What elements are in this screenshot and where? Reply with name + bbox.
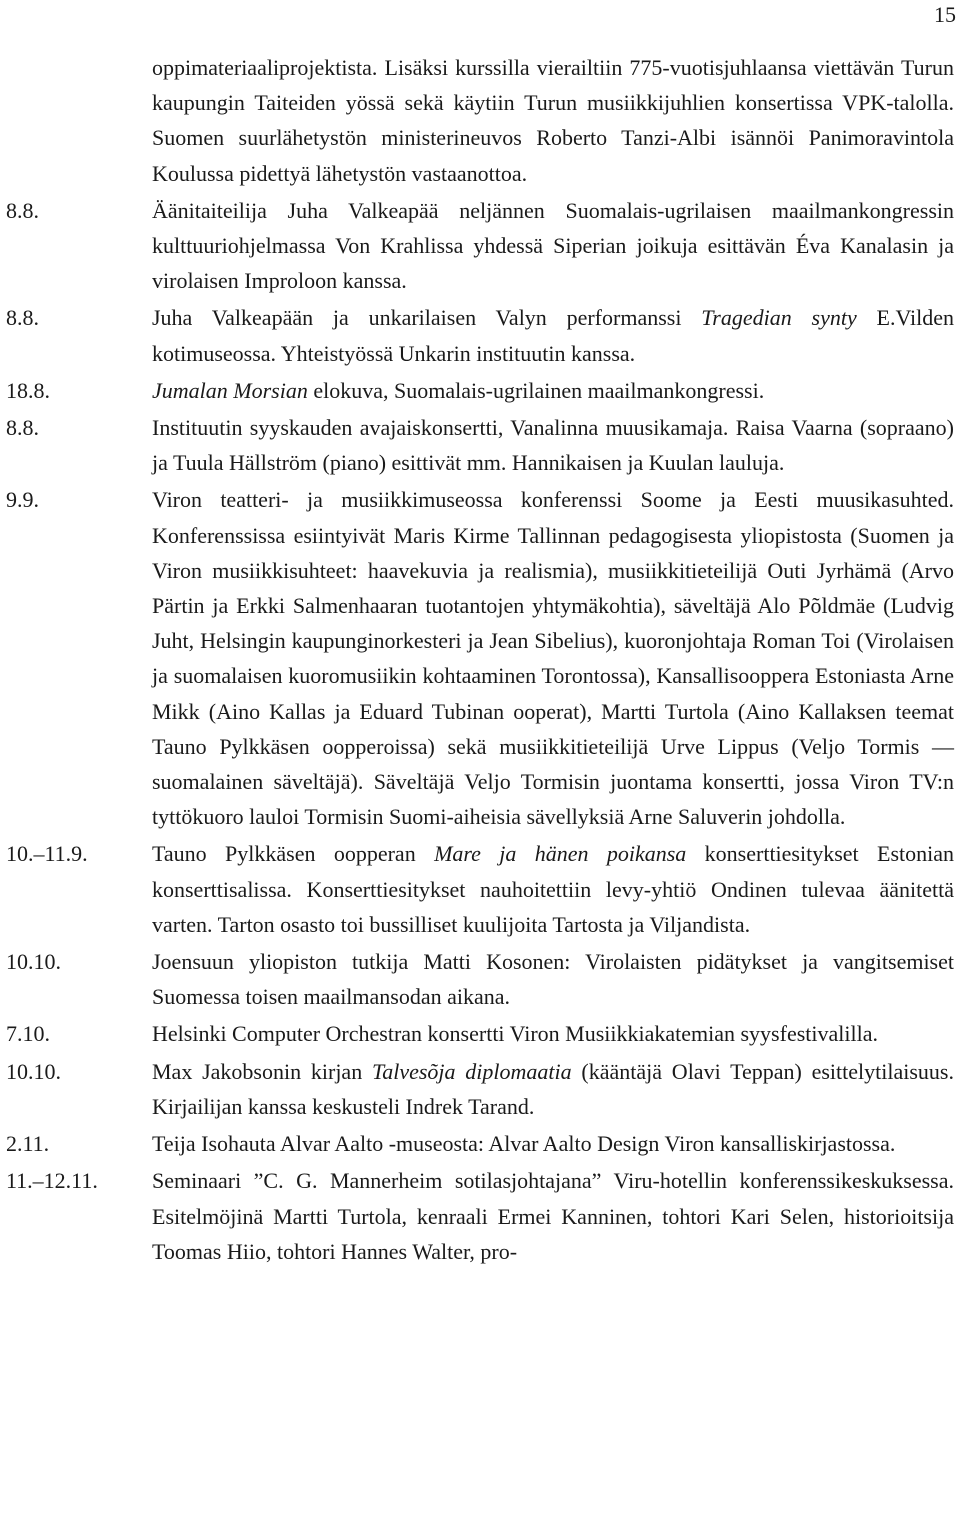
text-segment: Teija Isohauta Alvar Aalto -museosta: Alvar Aalto Design Viron kansalliskirjastossa.: [152, 1131, 896, 1157]
chronology-entry: [0, 1163, 960, 1269]
entry-date: 2.11.: [6, 1131, 50, 1157]
text-segment: Juha Valkeapään ja unkarilaisen Valyn performanssi: [152, 305, 702, 331]
text-segment: Max Jakobsonin kirjan: [152, 1058, 372, 1084]
text-segment: E.Vilden kotimuseossa. Yhteistyössä Unkarin instituutin kanssa.: [152, 305, 955, 366]
italic-title: Jumalan Morsian: [152, 377, 308, 403]
entry-date: 10.–11.9.: [6, 841, 88, 867]
text-segment: oppimateriaaliprojektista. Lisäksi kurssilla vierailtiin 775-vuotisjuhlaansa viettävän Turun kaupungin Taiteiden yössä sekä käytiin Turun musiikkijuhlien konsertissa VPK-talolla. Suomen suurlähetystön ministerineuvos Roberto Tanzi-Albi isännöi Panimoravintola Koulussa pidettyä lähetystön vastaanottoa.: [152, 55, 954, 186]
italic-title: Tragedian synty: [701, 305, 857, 331]
text-segment: Helsinki Computer Orchestran konsertti Viron Musiikkiakatemian syysfestivalilla.: [152, 1021, 878, 1047]
text-segment: elokuva, Suomalais-ugrilainen maailmankongressi.: [307, 377, 765, 403]
entry-date: 18.8.: [6, 377, 50, 403]
chronology-list: [0, 50, 960, 1271]
text-segment: konserttiesitykset Estonian konserttisalissa. Konserttiesitykset nauhoitettiin levy-yhtiö Ondinen tulevaa äänitettä varten. Tarton osasto toi bussilliset kuulijoita Tartosta ja Viljandista.: [152, 841, 955, 937]
entry-text: [152, 1016, 954, 1051]
italic-title: Mare ja hänen poikansa: [434, 841, 687, 867]
text-segment: Äänitaiteilija Juha Valkeapää neljännen Suomalais-ugrilaisen maailmankongressin kulttuuriohjelmassa Von Krahlissa yhdessä Siperian joikuja esittävän Éva Kanalasin ja virolaisen Improloon kanssa.: [152, 197, 954, 294]
entry-date: 10.10.: [6, 949, 61, 975]
entry-text: [152, 1163, 954, 1269]
text-segment: Joensuun yliopiston tutkija Matti Kosonen: Virolaisten pidätykset ja vangitsemiset Suomessa toisen maailmansodan aikana.: [152, 949, 954, 1010]
entry-text: [152, 300, 954, 370]
chronology-entry: [0, 836, 960, 942]
chronology-entry: [0, 1054, 960, 1124]
entry-text: [152, 1054, 954, 1124]
entry-text: [152, 836, 954, 942]
text-segment: Instituutin syyskauden avajaiskonsertti, Vanalinna muusikamaja. Raisa Vaarna (sopraano) ja Tuula Hällström (piano) esittivät mm. Hannikaisen ja Kuulan lauluja.: [152, 415, 954, 476]
entry-date: 7.10.: [6, 1021, 50, 1047]
text-segment: (kääntäjä Olavi Teppan) esittelytilaisuus. Kirjailijan kanssa keskusteli Indrek Tarand.: [152, 1058, 954, 1119]
italic-title: Talvesõja diplomaatia: [371, 1058, 572, 1084]
chronology-entry: [0, 1126, 960, 1161]
entry-text: [152, 50, 954, 191]
chronology-entry: [0, 50, 960, 191]
entry-text: [152, 193, 954, 299]
chronology-entry: [0, 410, 960, 480]
chronology-entry: [0, 300, 960, 370]
entry-date: 8.8.: [6, 415, 39, 441]
entry-text: [152, 373, 954, 408]
entry-date: 8.8.: [6, 305, 39, 331]
entry-text: [152, 482, 954, 834]
chronology-entry: [0, 482, 960, 834]
text-segment: Tauno Pylkkäsen oopperan: [152, 841, 435, 867]
chronology-entry: [0, 944, 960, 1014]
entry-date: 11.–12.11.: [6, 1168, 98, 1194]
entry-date: 9.9.: [6, 487, 39, 513]
text-segment: Seminaari ”C. G. Mannerheim sotilasjohtajana” Viru-hotellin konferenssikeskuksessa. Esitelmöjinä Martti Turtola, kenraali Ermei Kanninen, tohtori Kari Selen, historioitsija Toomas Hiio, tohtori Hannes Walter, pro-: [152, 1168, 954, 1264]
entry-text: [152, 944, 954, 1014]
chronology-entry: [0, 373, 960, 408]
text-segment: Viron teatteri- ja musiikkimuseossa konferenssi Soome ja Eesti muusikasuhted. Konferenssissa esiintyivät Maris Kirme Tallinnan pedagogisesta yliopistosta (Suomen ja Viron musiikkisuhteet: haavekuvia ja realismia), musiikkitieteilijä Outi Jyrhämä (Arvo Pärtin ja Erkki Salmenhaaran tuotantojen yhtymäkohtia), säveltäjä Alo Põldmäe (Ludvig Juht, Helsingin kaupunginorkesteri ja Jean Sibelius), kuoronjohtaja Roman Toi (Virolaisen ja suomalaisen kuoromusiikin kohtaaminen Torontossa), Kansallisooppera Estoniasta Arne Mikk (Aino Kallas ja Eduard Tubinan ooperat), Martti Turtola (Aino Kallaksen teemat Tauno Pylkkäsen oopperoissa) sekä musiikkitieteilijä Urve Lippus (Veljo Tormis — suomalainen säveltäjä). Säveltäjä Veljo Tormisin juontama konsertti, jossa Viron TV:n tyttökuoro lauloi Tormisin Suomi-aiheisia sävellyksiä Arne Saluverin johdolla.: [152, 487, 954, 830]
chronology-entry: [0, 193, 960, 299]
chronology-entry: [0, 1016, 960, 1051]
entry-text: [152, 410, 954, 480]
entry-text: [152, 1126, 954, 1161]
entry-date: 10.10.: [6, 1058, 61, 1084]
entry-date: 8.8.: [6, 197, 39, 223]
page-number: 15: [934, 2, 956, 27]
